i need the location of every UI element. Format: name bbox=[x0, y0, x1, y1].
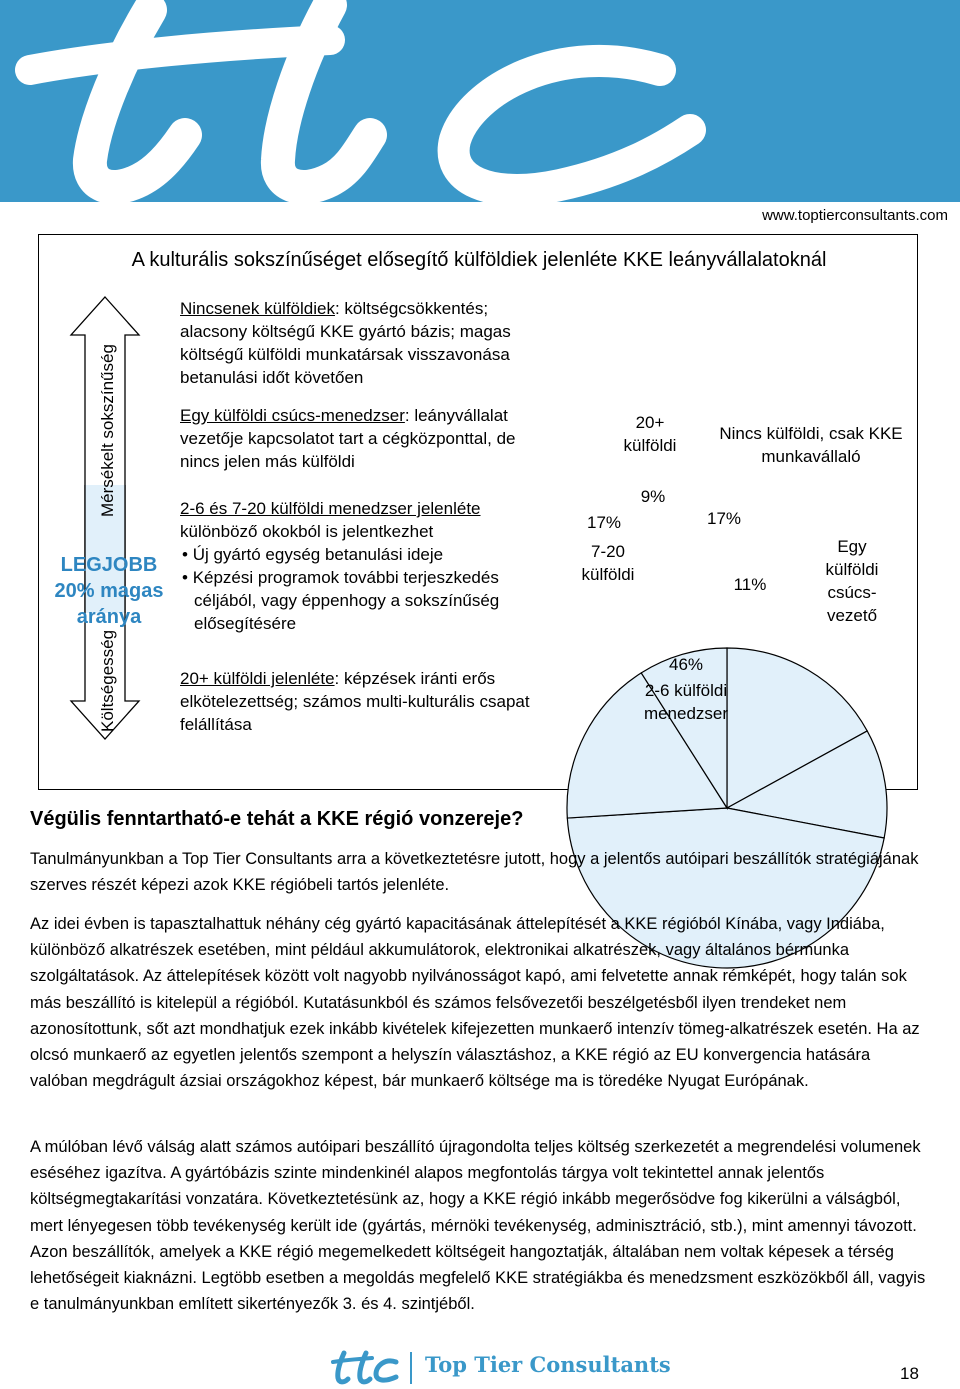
level-2-20-managers: 2-6 és 7-20 külföldi menedzser jelenléte különböző okokból is jelentkezhet • Új gyártó egység betanulási ideje • Képzési programok további terjeszkedés céljából, vagy éppenhogy a sokszínűség elősegítésére bbox=[180, 497, 555, 635]
axis-bottom-label: Költségesség bbox=[98, 629, 117, 732]
value-7-20: 17% bbox=[586, 513, 622, 532]
value-one-top-manager: 11% bbox=[733, 575, 767, 594]
bullet-item: • Új gyártó egység betanulási ideje bbox=[182, 545, 444, 564]
figure-box bbox=[38, 234, 918, 790]
label-20-plus: 20+ külföldi bbox=[623, 413, 677, 455]
best-share-label: LEGJOBB 20% magas aránya bbox=[54, 554, 164, 628]
footer-company-name: Top Tier Consultants bbox=[425, 1352, 671, 1377]
paragraph-1: Tanulmányunkban a Top Tier Consultants arra a következtetésre jutott, hogy a jelentős autóipari beszállítók stratégiájának szerves részét képezi azok KKE régióbeli tartós jelenléte. bbox=[30, 850, 919, 895]
label-7-20: 7-20 külföldi bbox=[581, 542, 635, 584]
label-none-foreign: Nincs külföldi, csak KKE munkavállaló bbox=[719, 424, 903, 466]
diversity-cost-arrow bbox=[69, 295, 141, 741]
label-one-top-manager: Egy külföldi csúcs-vezető bbox=[825, 537, 879, 625]
page-number: 18 bbox=[900, 1364, 919, 1383]
axis-top-label: Mérsékelt sokszínűség bbox=[98, 344, 117, 517]
paragraph-2: Az idei évben is tapasztalhattuk néhány cég gyártó kapacitásának áttelepítését a KKE régióból Kínába, vagy Indiába, különböző alkatrészek esetében, mint például akkumulátorok, elektronikai alkatrészek, vagy általános bérmunka szolgáltatások. Az áttelepítések között volt nagyobb nyilvánosságot kapó, ami felvetette annak rémképét, hogy talán sok más beszállító is kitelepül a régióból. Kutatásunkból és számos felsővezetői beszélgetésből ilyen trendeket nem azonosítottunk, sőt azt mondhatjuk ezek inkább kivételek kifejezetten munkaerő intenzív tömeg-alkatrészek esetén. Ha az olcsó munkaerő az egyetlen jelentős szempont a helyszín választáshoz, a KKE régió az EU konvergencia hatására valóban megdrágult ázsiai országokhoz képest, bár munkaerő költsége ma is töredéke Nyugat Európának. bbox=[30, 915, 920, 1091]
ttc-logo-small bbox=[330, 1350, 420, 1386]
ttc-logo-large bbox=[0, 0, 960, 202]
label-2-6: 2-6 külföldi menedzser bbox=[643, 681, 729, 723]
section-heading: Végülis fenntartható-e tehát a KKE régió vonzereje? bbox=[30, 808, 524, 830]
value-2-6: 46% bbox=[668, 655, 704, 674]
value-none-foreign: 17% bbox=[706, 509, 742, 528]
website-url[interactable]: www.toptierconsultants.com bbox=[762, 207, 948, 224]
level-no-foreigners: Nincsenek külföldiek: költségcsökkentés; alacsony költségű KKE gyártó bázis; magas költségű külföldi munkatársak visszavonása betanulási időt követően bbox=[180, 299, 511, 387]
paragraph-3: A múlóban lévő válság alatt számos autóipari beszállító újragondolta teljes költség szerkezetét a megrendelési volumenek eséséhez igazítva. A gyártóbázis szinte mindenkinél alapos megfontolás tárgya volt tekintettel annak jelentős költségmegtakarítási vonzatára. Következtetésünk az, hogy a KKE régió inkább megerősödve fog kikerülni a válságból, mert lényegesen több tevékenység került ide (gyártás, mérnöki tevékenység, adminisztráció, stb.), mint amennyi távozott. Azon beszállítók, amelyek a KKE régió megemelkedett költségeit hangoztatják, általában nem voltak képesek a térség lehetőségeit kiaknázni. Legtöbb esetben a megoldás megfelelő KKE stratégiákba és menedzsment eszközökből áll, vagyis e tanulmányunkban említett sikertényezők 3. és 4. szintjéből. bbox=[30, 1138, 926, 1314]
bullet-item: • Képzési programok további terjeszkedés céljából, vagy éppenhogy a sokszínűség elősegítésére bbox=[182, 568, 500, 633]
header-banner bbox=[0, 0, 960, 202]
figure-title: A kulturális sokszínűséget elősegítő külföldiek jelenléte KKE leányvállalatoknál bbox=[131, 249, 827, 271]
value-20-plus: 9% bbox=[640, 487, 666, 506]
level-20-plus: 20+ külföldi jelenléte: képzések iránti erős elkötelezettség; számos multi-kulturális csapat felállítása bbox=[180, 669, 530, 734]
level-one-top-manager: Egy külföldi csúcs-menedzser: leányvállalat vezetője kapcsolatot tart a cégközponttal, de nincs jelen más külföldi bbox=[180, 406, 516, 471]
